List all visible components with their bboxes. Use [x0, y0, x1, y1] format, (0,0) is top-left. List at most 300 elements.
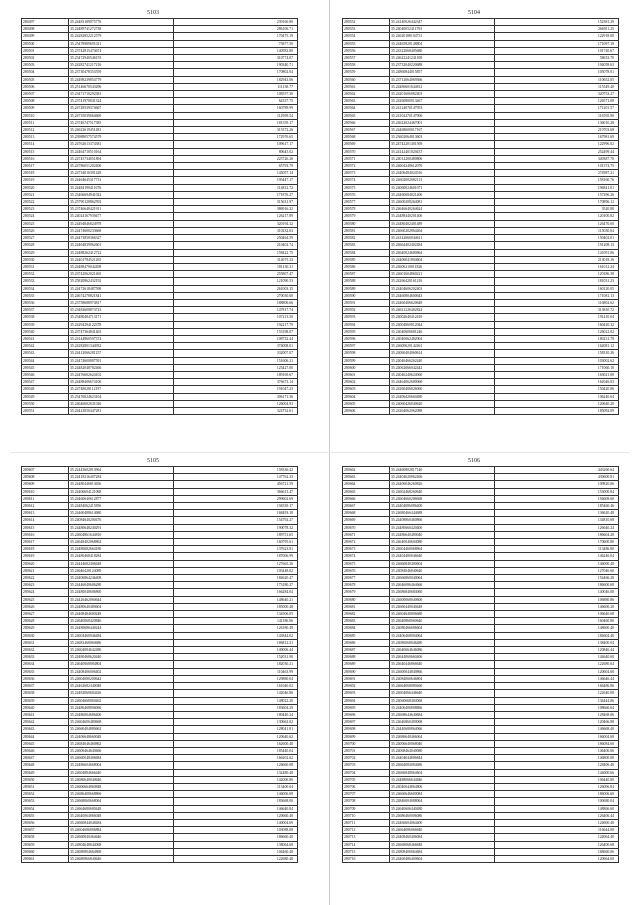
coordinate-cell: 35.24660840400604	[390, 560, 495, 567]
amount-cell: 120100.82	[495, 213, 619, 220]
table-row	[22, 299, 298, 306]
coordinate-cell: 35.24666860040064	[390, 575, 495, 582]
coordinate-cell: 35.24406046260826	[390, 481, 495, 488]
amount-cell: 126180.49	[174, 625, 298, 632]
table-row	[22, 503, 298, 510]
table-row	[22, 834, 298, 841]
amount-cell: 160420.32	[495, 321, 619, 328]
row-id-cell: 280505	[22, 76, 69, 83]
table-row	[22, 148, 298, 155]
coordinate-cell: 35.24264062062088	[390, 407, 495, 414]
coordinate-cell: 35.24668060668064	[69, 798, 174, 805]
row-id-cell: 280662	[343, 467, 390, 474]
amount-cell: 140004.69	[174, 819, 298, 826]
coordinate-cell: 35.24480468418284	[69, 553, 174, 560]
coordinate-cell: 35.24640068084804	[69, 661, 174, 668]
amount-cell: 146000.48	[495, 560, 619, 567]
coordinate-cell: 35.24024167939477	[69, 213, 174, 220]
coordinate-cell: 35.24472618487598	[69, 285, 174, 292]
amount-cell: 140046.08	[495, 589, 619, 596]
row-id-cell: 280570	[343, 148, 390, 155]
coordinate-cell: 35.24606464640466	[69, 747, 174, 754]
row-id-cell: 280531	[22, 263, 69, 270]
amount-cell: 75877.50	[174, 40, 298, 47]
amount-cell: 148022.20	[174, 697, 298, 704]
table-row	[22, 762, 298, 769]
table-row	[343, 19, 619, 26]
coordinate-cell: 35.24460640612877	[69, 495, 174, 502]
coordinate-cell: 35.24600620142461	[390, 343, 495, 350]
table-row	[22, 733, 298, 740]
table-row	[22, 531, 298, 538]
coordinate-cell: 35.24684046460862	[69, 740, 174, 747]
amount-cell: 160789.99	[174, 105, 298, 112]
coordinate-cell: 35.24084060646804	[390, 675, 495, 682]
coordinate-cell: 35.24060426040620	[390, 400, 495, 407]
table-row	[22, 112, 298, 119]
row-id-cell: 280534	[22, 285, 69, 292]
amount-cell: 148866.60	[495, 805, 619, 812]
coordinate-cell: 35.24480446813656	[69, 481, 174, 488]
table-row	[343, 393, 619, 400]
amount-cell: 106440.80	[495, 776, 619, 783]
amount-cell: 171097.18	[495, 40, 619, 47]
coordinate-cell: 35.23482608874723	[69, 307, 174, 314]
amount-cell: 134506.05	[174, 611, 298, 618]
table-row	[22, 575, 298, 582]
row-id-cell: 280593	[343, 314, 390, 321]
table-row	[343, 170, 619, 177]
coordinate-cell: 35.24680640040646	[69, 776, 174, 783]
amount-cell: 111138.77	[174, 83, 298, 90]
amount-cell: 194608.60	[495, 495, 619, 502]
amount-cell: 181031.23	[495, 278, 619, 285]
coordinate-cell: 35.24480686440244	[69, 625, 174, 632]
row-id-cell: 280666	[343, 495, 390, 502]
row-id-cell: 280500	[22, 40, 69, 47]
coordinate-cell: 35.24040600681246	[390, 328, 495, 335]
amount-cell: 147762.33	[174, 474, 298, 481]
coordinate-cell: 35.24482060604426	[69, 690, 174, 697]
row-id-cell: 280510	[22, 112, 69, 119]
row-id-cell: 280675	[343, 560, 390, 567]
row-id-cell: 280607	[22, 467, 69, 474]
table-row	[343, 249, 619, 256]
table-row	[22, 855, 298, 862]
row-id-cell: 280547	[22, 379, 69, 386]
table-row	[22, 321, 298, 328]
table-row	[22, 91, 298, 98]
table-row	[343, 343, 619, 350]
row-id-cell: 280535	[22, 292, 69, 299]
amount-cell: 103448.02	[174, 567, 298, 574]
amount-cell: 124600.40	[495, 819, 619, 826]
amount-cell: 191047.23	[174, 386, 298, 393]
table-row	[343, 740, 619, 747]
table-row	[22, 611, 298, 618]
table-row	[22, 517, 298, 524]
table-row	[343, 697, 619, 704]
amount-cell: 120604.68	[495, 668, 619, 675]
row-id-cell: 280680	[343, 596, 390, 603]
coordinate-cell: 35.24622619451481	[69, 127, 174, 134]
coordinate-cell: 35.23747364841463	[69, 328, 174, 335]
coordinate-cell: 35.24620188104731	[390, 33, 495, 40]
coordinate-cell: 35.24404044806844	[390, 755, 495, 762]
amount-cell: 161040.02	[174, 683, 298, 690]
row-id-cell: 280605	[343, 400, 390, 407]
row-id-cell: 280550	[22, 400, 69, 407]
coordinate-cell: 35.24401784521265	[69, 256, 174, 263]
amount-cell: 126640.24	[495, 524, 619, 531]
coordinate-cell: 35.24604668060462	[69, 697, 174, 704]
document-page	[10, 0, 630, 905]
amount-cell: 191208.13	[495, 242, 619, 249]
amount-cell: 320194.32	[174, 220, 298, 227]
table-row	[22, 639, 298, 646]
data-table	[21, 18, 298, 415]
row-id-cell: 280542	[22, 343, 69, 350]
table-row	[343, 524, 619, 531]
amount-cell: 166004.68	[495, 733, 619, 740]
coordinate-cell: 35.24142660044611	[390, 235, 495, 242]
amount-cell: 173180.27	[174, 582, 298, 589]
table-row	[22, 546, 298, 553]
coordinate-cell: 35.24474600233668	[69, 227, 174, 234]
table-row	[343, 47, 619, 54]
coordinate-cell: 35.24488406674106	[69, 379, 174, 386]
table-row	[343, 127, 619, 134]
row-id-cell: 280663	[343, 474, 390, 481]
coordinate-cell: 35.24604884666440	[69, 769, 174, 776]
amount-cell: 181559.17	[174, 119, 298, 126]
coordinate-cell: 35.23602064013603	[390, 134, 495, 141]
row-id-cell: 280614	[22, 517, 69, 524]
coordinate-cell: 35.24488262412722	[69, 249, 174, 256]
table-row	[22, 755, 298, 762]
row-id-cell: 280657	[22, 827, 69, 834]
table-row	[343, 134, 619, 141]
row-id-cell: 280645	[22, 740, 69, 747]
row-id-cell: 280687	[343, 647, 390, 654]
amount-cell: 58633.70	[495, 55, 619, 62]
row-id-cell: 280529	[22, 249, 69, 256]
coordinate-cell: 35.24480640480604	[69, 603, 174, 610]
amount-cell: 122918.08	[495, 33, 619, 40]
amount-cell: 186006.60	[495, 791, 619, 798]
coordinate-cell: 35.24480048606860	[69, 589, 174, 596]
row-id-cell: 280566	[343, 119, 390, 126]
table-row	[22, 206, 298, 213]
table-row	[343, 503, 619, 510]
amount-cell: 126660.08	[174, 762, 298, 769]
row-id-cell: 280579	[343, 213, 390, 220]
row-id-cell: 280627	[22, 611, 69, 618]
row-id-cell: 280586	[343, 263, 390, 270]
table-row	[343, 711, 619, 718]
amount-cell: 3520.80	[495, 206, 619, 213]
coordinate-cell: 35.24646860400068	[390, 719, 495, 726]
coordinate-cell: 35.24260406026060	[390, 386, 495, 393]
row-id-cell: 280589	[343, 285, 390, 292]
table-row	[343, 632, 619, 639]
amount-cell: 106640.68	[495, 611, 619, 618]
coordinate-cell: 35.24484062415856	[69, 503, 174, 510]
row-id-cell: 280569	[343, 141, 390, 148]
row-id-cell: 280591	[343, 299, 390, 306]
table-row	[343, 163, 619, 170]
coordinate-cell: 35.24006640068046	[390, 740, 495, 747]
table-row	[22, 191, 298, 198]
row-id-cell: 280642	[22, 719, 69, 726]
coordinate-cell: 35.24124070147953	[390, 105, 495, 112]
row-id-cell: 280638	[22, 690, 69, 697]
table-row	[343, 407, 619, 414]
coordinate-cell: 35.24460406620648	[390, 299, 495, 306]
table-row	[22, 647, 298, 654]
row-id-cell: 280667	[343, 503, 390, 510]
table-row	[22, 474, 298, 481]
coordinate-cell: 35.24480660420400	[390, 524, 495, 531]
table-row	[343, 582, 619, 589]
row-id-cell: 280518	[22, 170, 69, 177]
coordinate-cell: 35.24404086086400	[390, 503, 495, 510]
row-id-cell: 280543	[22, 350, 69, 357]
table-row	[343, 611, 619, 618]
coordinate-cell: 35.24604460046484	[69, 632, 174, 639]
row-id-cell: 280544	[22, 357, 69, 364]
table-row	[343, 719, 619, 726]
row-id-cell: 280651	[22, 783, 69, 790]
row-id-cell: 280608	[22, 474, 69, 481]
row-id-cell: 280528	[22, 242, 69, 249]
amount-cell: 146800.08	[495, 755, 619, 762]
amount-cell: 274987.21	[495, 170, 619, 177]
row-id-cell: 280533	[22, 278, 69, 285]
row-id-cell: 280568	[343, 134, 390, 141]
amount-cell: 170896.12	[495, 199, 619, 206]
coordinate-cell: 35.24668068466848	[390, 841, 495, 848]
row-id-cell: 280628	[22, 618, 69, 625]
amount-cell: 136620.48	[495, 510, 619, 517]
coordinate-cell: 35.24682468060686	[69, 639, 174, 646]
coordinate-cell: 35.24728539374667	[69, 105, 174, 112]
table-row	[343, 206, 619, 213]
coordinate-cell: 35.24602468260640	[390, 488, 495, 495]
amount-cell: 252499.44	[495, 148, 619, 155]
coordinate-cell: 35.24486468806066	[69, 704, 174, 711]
row-id-cell: 280523	[22, 206, 69, 213]
coordinate-cell: 35.25820862432192	[69, 278, 174, 285]
table-row	[343, 625, 619, 632]
table-row	[22, 812, 298, 819]
row-id-cell: 280689	[343, 661, 390, 668]
amount-cell: 136010.28	[495, 119, 619, 126]
row-id-cell: 280624	[22, 589, 69, 596]
row-id-cell: 280536	[22, 299, 69, 306]
amount-cell: 113486.80	[495, 546, 619, 553]
amount-cell: 439600.81	[495, 474, 619, 481]
amount-cell: 191410.04	[495, 314, 619, 321]
row-id-cell: 280519	[22, 177, 69, 184]
row-id-cell: 280695	[343, 704, 390, 711]
coordinate-cell: 35.24464710510164	[69, 148, 174, 155]
table-row	[343, 589, 619, 596]
coordinate-cell: 35.24002640412410	[390, 314, 495, 321]
table-row	[343, 539, 619, 546]
table-row	[22, 589, 298, 596]
row-id-cell: 280584	[343, 249, 390, 256]
coordinate-cell: 35.24406420660480	[390, 393, 495, 400]
coordinate-cell: 35.24406648660048	[69, 733, 174, 740]
row-id-cell: 280516	[22, 155, 69, 162]
row-id-cell: 280599	[343, 357, 390, 364]
table-row	[343, 271, 619, 278]
row-id-cell: 280664	[343, 481, 390, 488]
row-id-cell: 280669	[343, 517, 390, 524]
amount-cell: 443260.64	[495, 467, 619, 474]
table-row	[343, 184, 619, 191]
table-row	[22, 393, 298, 400]
table-row	[22, 357, 298, 364]
table-row	[22, 98, 298, 105]
row-id-cell: 280581	[343, 227, 390, 234]
row-id-cell: 280525	[22, 220, 69, 227]
table-row	[22, 26, 298, 33]
amount-cell: 138400.04	[495, 639, 619, 646]
row-id-cell: 280538	[22, 314, 69, 321]
row-id-cell: 280582	[343, 235, 390, 242]
amount-cell: 152031.90	[174, 654, 298, 661]
amount-cell: 270030.60	[174, 292, 298, 299]
coordinate-cell: 35.24486601644812	[390, 83, 495, 90]
amount-cell: 310232.63	[174, 227, 298, 234]
table-row	[343, 40, 619, 47]
coordinate-cell: 35.24604084642480	[69, 647, 174, 654]
row-id-cell: 280554	[343, 33, 390, 40]
row-id-cell: 280552	[343, 19, 390, 26]
row-id-cell: 280677	[343, 575, 390, 582]
coordinate-cell: 35.23741970841324	[69, 98, 174, 105]
coordinate-cell: 35.24660404880662	[69, 726, 174, 733]
table-row	[22, 213, 298, 220]
row-id-cell: 280622	[22, 575, 69, 582]
row-id-cell: 280686	[343, 639, 390, 646]
amount-cell: 108666.64	[495, 704, 619, 711]
coordinate-cell: 35.24680866840646	[69, 855, 174, 862]
coordinate-cell: 35.23466694941022	[69, 191, 174, 198]
table-row	[343, 762, 619, 769]
amount-cell: 108732.44	[174, 335, 298, 342]
amount-cell: 170802.04	[174, 69, 298, 76]
row-id-cell: 280606	[343, 407, 390, 414]
coordinate-cell: 35.24604640806680	[390, 611, 495, 618]
table-row	[22, 83, 298, 90]
row-id-cell: 280565	[343, 112, 390, 119]
row-id-cell: 280546	[22, 371, 69, 378]
row-id-cell: 280558	[343, 62, 390, 69]
row-id-cell: 280716	[343, 855, 390, 862]
coordinate-cell: 35.24666848064604	[390, 769, 495, 776]
table-row	[22, 690, 298, 697]
coordinate-cell: 35.24604686806884	[69, 827, 174, 834]
amount-cell: 109617.17	[174, 141, 298, 148]
table-row	[343, 199, 619, 206]
row-id-cell: 280714	[343, 841, 390, 848]
table-row	[343, 98, 619, 105]
amount-cell: 126006.84	[495, 783, 619, 790]
table-row	[343, 733, 619, 740]
table-row	[22, 783, 298, 790]
table-row	[22, 227, 298, 234]
amount-cell: 120640.20	[495, 400, 619, 407]
amount-cell: 171201.57	[495, 105, 619, 112]
amount-cell: 168493.18	[174, 510, 298, 517]
amount-cell: 158336.42	[174, 467, 298, 474]
row-id-cell: 280636	[22, 675, 69, 682]
table-row	[22, 119, 298, 126]
amount-cell: 183604.29	[174, 704, 298, 711]
table-row	[22, 719, 298, 726]
amount-cell: 146006.08	[174, 791, 298, 798]
row-id-cell: 280674	[343, 553, 390, 560]
table-row	[22, 40, 298, 47]
row-id-cell: 280678	[343, 582, 390, 589]
table-row	[22, 704, 298, 711]
row-id-cell: 280571	[343, 155, 390, 162]
coordinate-cell: 35.24860844015857	[390, 69, 495, 76]
row-id-cell: 280498	[22, 26, 69, 33]
amount-cell: 196841.01	[495, 184, 619, 191]
coordinate-cell: 35.24266420161216	[390, 278, 495, 285]
amount-cell: 171876.27	[174, 191, 298, 198]
table-row	[22, 697, 298, 704]
table-row	[22, 654, 298, 661]
amount-cell: 115030.04	[495, 227, 619, 234]
row-id-cell: 280611	[22, 495, 69, 502]
coordinate-cell: 35.24476602624102	[69, 371, 174, 378]
coordinate-cell: 35.24464839962601	[69, 242, 174, 249]
coordinate-cell: 35.24660202864464	[390, 227, 495, 234]
table-row	[22, 553, 298, 560]
table-row	[343, 546, 619, 553]
coordinate-cell: 35.23471710292381	[69, 91, 174, 98]
coordinate-cell: 35.24260800913467	[390, 98, 495, 105]
table-row	[22, 249, 298, 256]
amount-cell: 101372.75	[495, 163, 619, 170]
table-row	[22, 371, 298, 378]
table-row	[343, 517, 619, 524]
amount-cell: 122680.48	[174, 855, 298, 862]
row-id-cell: 280699	[343, 733, 390, 740]
table-row	[343, 747, 619, 754]
amount-cell: 188806.66	[174, 299, 298, 306]
row-id-cell: 280643	[22, 726, 69, 733]
row-id-cell: 280526	[22, 227, 69, 234]
row-id-cell: 280679	[343, 589, 390, 596]
table-row	[343, 618, 619, 625]
row-id-cell: 280659	[22, 841, 69, 848]
coordinate-cell: 35.25790128862592	[69, 199, 174, 206]
coordinate-cell: 35.24406864246408	[69, 575, 174, 582]
amount-cell: 366613.47	[174, 488, 298, 495]
coordinate-cell: 35.24640024680864	[390, 249, 495, 256]
row-id-cell: 280623	[22, 582, 69, 589]
row-id-cell: 280620	[22, 560, 69, 567]
row-id-cell: 280672	[343, 539, 390, 546]
amount-cell: 167981.69	[495, 134, 619, 141]
amount-cell: 116802.62	[495, 299, 619, 306]
